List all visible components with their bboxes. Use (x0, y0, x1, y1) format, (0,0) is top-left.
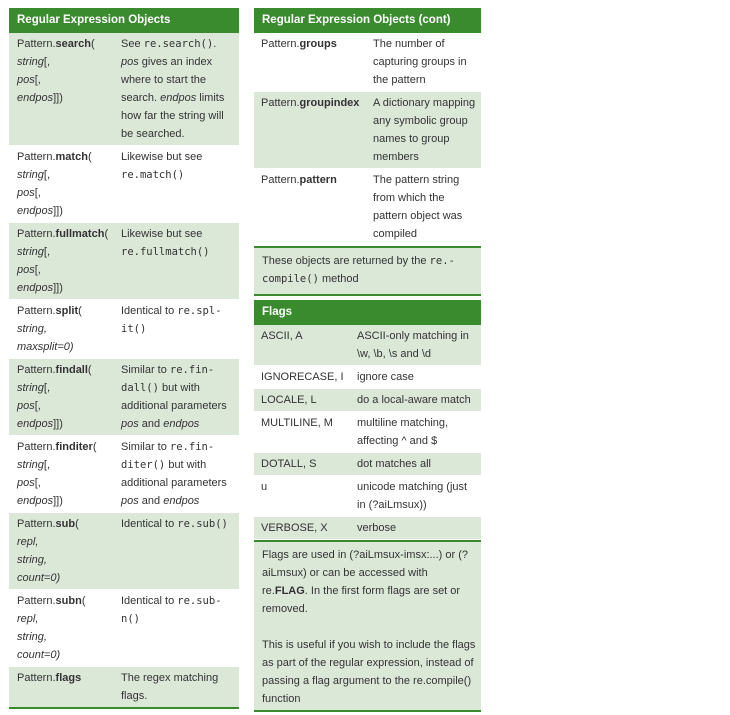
table-row (9, 300, 239, 359)
table-row (9, 146, 239, 223)
flag-name: MULTILINE, M (261, 417, 333, 429)
flag-name: IGNORECASE, I (261, 371, 344, 383)
flags-note-2: This is useful if you wish to include the flags as part of the regular expression, instead of passing a flag argument to the re.compile() function (262, 639, 476, 705)
method-description: Identical to re.sub- n() (121, 595, 222, 625)
method-name: Pattern.match( string[, pos[, endpos]]) (17, 151, 92, 217)
method-description: Similar to re.fin- dall() but with additional parameters pos and endpos (121, 364, 227, 430)
table-row (9, 359, 239, 436)
panel-title: Regular Expression Objects (9, 8, 239, 33)
panel-note: These objects are returned by the re.- compile() method (254, 246, 481, 296)
method-name: Pattern.findall( string[, pos[, endpos]]) (17, 364, 92, 430)
table-row (9, 223, 239, 300)
flags-panel (254, 300, 481, 712)
flag-description: ASCII-only matching in \w, \b, \s and \d (357, 330, 469, 360)
table-row (254, 517, 481, 540)
method-name: Pattern.sub( repl, string, count=0) (17, 518, 79, 584)
table-row (254, 169, 481, 246)
table-row (254, 412, 481, 453)
attribute-description: A dictionary mapping any symbolic group names to group members (373, 97, 476, 163)
table-row (9, 667, 239, 709)
panel-note (254, 540, 481, 712)
flags-note-1: Flags are used in (?aiLmsux-imsx:...) or (? aiLmsux) or can be accessed with re.FLAG. In the first form flags are set or removed. (262, 549, 469, 615)
attribute-description: The number of capturing groups in the pattern (373, 38, 467, 86)
regex-objects-cont-panel (254, 8, 481, 296)
attribute-name: Pattern.pattern (261, 174, 337, 186)
method-description: The regex matching flags. (121, 672, 219, 702)
method-description: Likewise but see re.fullmatch() (121, 228, 210, 258)
flag-description: unicode matching (just in (?aiLmsux)) (357, 481, 468, 511)
method-name: Pattern.split( string, maxsplit=0) (17, 305, 82, 353)
regex-objects-panel (9, 8, 239, 709)
table-row (9, 590, 239, 667)
flag-name: VERBOSE, X (261, 522, 328, 534)
method-description: Identical to re.spl- it() (121, 305, 222, 335)
method-description: See re.search(). pos gives an index where to start the search. endpos limits how far the string will be searched. (121, 38, 225, 140)
table-row (254, 389, 481, 412)
method-name: Pattern.flags (17, 672, 82, 684)
method-name: Pattern.fullmatch( string[, pos[, endpos]]) (17, 228, 109, 294)
table-row (254, 453, 481, 476)
method-name: Pattern.subn( repl, string, count=0) (17, 595, 86, 661)
flag-name: DOTALL, S (261, 458, 317, 470)
table-row (254, 325, 481, 366)
table-row (254, 33, 481, 92)
method-description: Similar to re.fin- diter() but with additional parameters pos and endpos (121, 441, 227, 507)
attribute-name: Pattern.groupindex (261, 97, 360, 109)
flag-name: u (261, 481, 268, 493)
flag-name: ASCII, A (261, 330, 303, 342)
table-row (254, 366, 481, 389)
table-row (254, 476, 481, 517)
table-row (9, 436, 239, 513)
flag-description: do a local-aware match (357, 394, 471, 406)
table-row (9, 33, 239, 146)
method-name: Pattern.finditer( string[, pos[, endpos]]) (17, 441, 97, 507)
flag-description: verbose (357, 522, 397, 534)
method-description: Identical to re.sub() (121, 518, 228, 530)
table-row (9, 513, 239, 590)
flag-name: LOCALE, L (261, 394, 317, 406)
table-row (254, 92, 481, 169)
panel-title: Regular Expression Objects (cont) (254, 8, 481, 33)
attribute-description: The pattern string from which the pattern object was compiled (373, 174, 463, 240)
panel-title: Flags (254, 300, 481, 325)
attribute-name: Pattern.groups (261, 38, 337, 50)
flag-description: dot matches all (357, 458, 431, 470)
method-description: Likewise but see re.match() (121, 151, 203, 181)
flag-description: multiline matching, affecting ^ and $ (357, 417, 449, 447)
flag-description: ignore case (357, 371, 414, 383)
method-name: Pattern.search( string[, pos[, endpos]]) (17, 38, 95, 104)
